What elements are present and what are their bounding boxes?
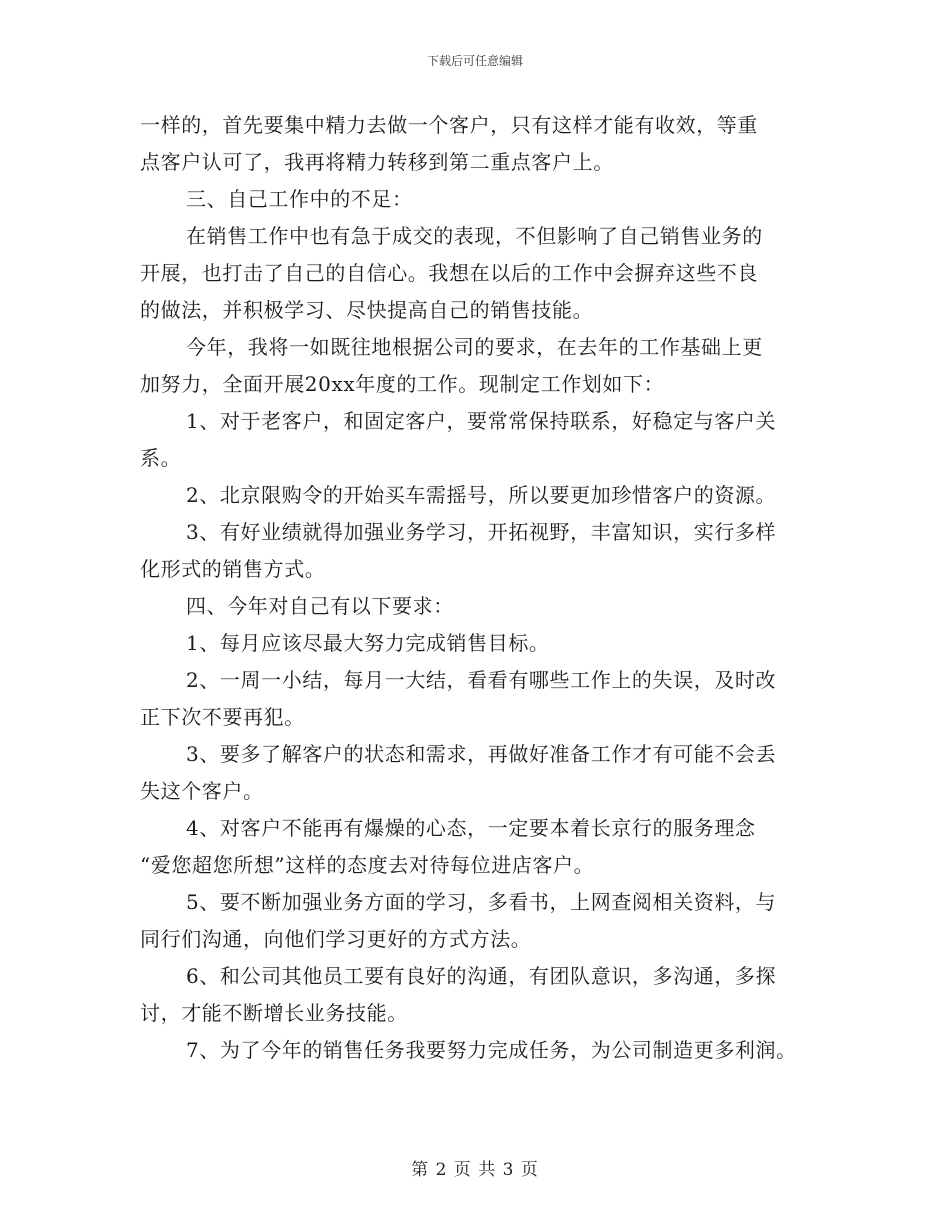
text-line: 失这个客户。 <box>140 779 264 803</box>
text-line: 的做法，并积极学习、尽快提高自己的销售技能。 <box>140 298 594 322</box>
list-item: 5、要不断加强业务方面的学习，多看书，上网查阅相关资料，与 <box>186 890 777 914</box>
text-line: 今年，我将一如既往地根据公司的要求，在去年的工作基础上更 <box>186 335 763 359</box>
text-line: 同行们沟通，向他们学习更好的方式方法。 <box>140 927 532 951</box>
text-line: “爱您超您所想”这样的态度去对待每位进店客户。 <box>140 853 595 877</box>
text-line: 点客户认可了，我再将精力转移到第二重点客户上。 <box>140 150 614 174</box>
text-line: 系。 <box>140 446 182 470</box>
text-line: 加努力，全面开展20xx年度的工作。现制定工作划如下： <box>140 372 665 396</box>
text-line: 化形式的销售方式。 <box>140 557 326 581</box>
list-item: 6、和公司其他员工要有良好的沟通，有团队意识，多沟通，多探 <box>186 964 777 988</box>
text-line: 讨，才能不断增长业务技能。 <box>140 1001 408 1025</box>
list-item: 7、为了今年的销售任务我要努力完成任务，为公司制造更多利润。 <box>186 1038 797 1062</box>
text-line: 在销售工作中也有急于成交的表现，不但影响了自己销售业务的 <box>186 224 763 248</box>
text-line: 正下次不要再犯。 <box>140 705 305 729</box>
page-header: 下载后可任意编辑 <box>426 54 523 68</box>
document-body <box>140 107 830 1069</box>
text-line: 开展，也打击了自己的自信心。我想在以后的工作中会摒弃这些不良 <box>140 261 758 285</box>
list-item: 3、有好业绩就得加强业务学习，开拓视野，丰富知识，实行多样 <box>186 520 777 544</box>
list-item: 2、北京限购令的开始买车需摇号，所以要更加珍惜客户的资源。 <box>186 483 777 507</box>
section-heading: 三、自己工作中的不足： <box>186 187 413 211</box>
list-item: 4、对客户不能再有爆燥的心态，一定要本着长京行的服务理念 <box>186 816 756 840</box>
text-line: 一样的，首先要集中精力去做一个客户，只有这样才能有收效，等重 <box>140 113 758 137</box>
page-number: 第 2 页 共 3 页 <box>411 1160 539 1180</box>
list-item: 1、对于老客户，和固定客户，要常常保持联系，好稳定与客户关 <box>186 409 777 433</box>
list-item: 3、要多了解客户的状态和需求，再做好准备工作才有可能不会丢 <box>186 742 777 766</box>
list-item: 2、一周一小结，每月一大结，看看有哪些工作上的失误，及时改 <box>186 668 777 692</box>
section-heading: 四、今年对自己有以下要求： <box>186 594 454 618</box>
list-item: 1、每月应该尽最大努力完成销售目标。 <box>186 631 550 655</box>
